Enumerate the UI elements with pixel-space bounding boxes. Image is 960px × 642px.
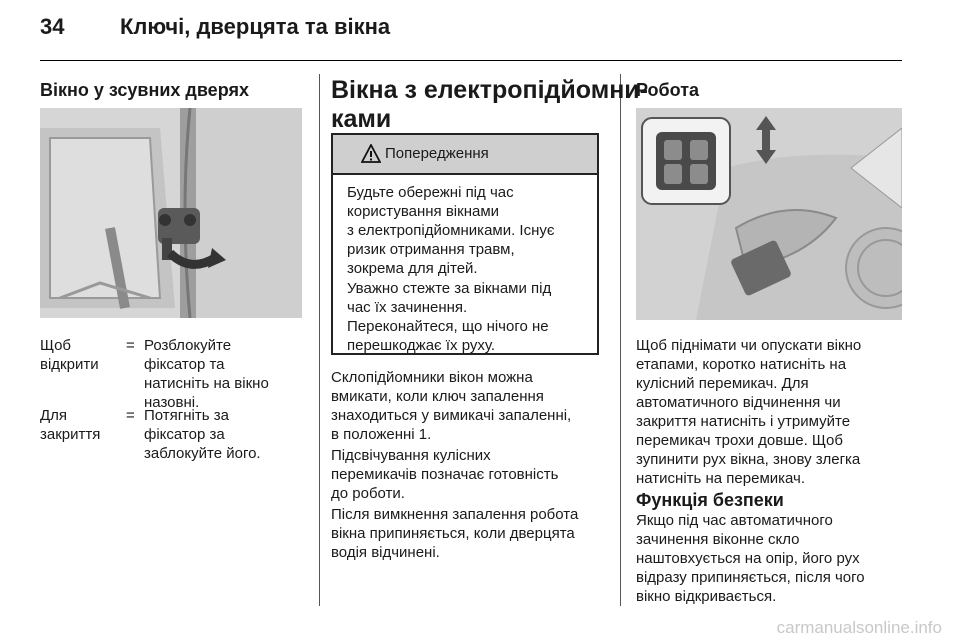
col2-paragraph-3: [331, 505, 578, 562]
page-title: Ключі, дверцята та вікна: [120, 14, 391, 39]
window-switch-illustration: [636, 108, 902, 320]
warning-line: перешкоджає їх руху.: [347, 337, 496, 354]
warning-line: Будьте обережні під час: [347, 184, 514, 201]
col2-paragraph-1: [331, 368, 571, 444]
row-close-label-line2: закриття: [40, 426, 101, 443]
row-close-label-line1: Для: [40, 407, 68, 424]
safety-function-title: Функція безпеки: [636, 490, 784, 510]
warning-header: [333, 135, 597, 175]
warning-paragraph-1: [347, 183, 555, 278]
warning-heading: Попередження: [385, 145, 489, 162]
warning-line: час їх зачинення.: [347, 299, 468, 316]
row-close-sep: =: [126, 407, 135, 424]
row-open-line: назовні.: [144, 394, 200, 411]
row-close-label: [40, 406, 100, 444]
row-close-line: Потягніть за: [144, 407, 229, 424]
warning-box: [331, 133, 599, 355]
col3-paragraph-1: [636, 336, 861, 488]
sliding-door-window-title: Вікно у зсувних дверях: [40, 80, 249, 100]
col2-paragraph-2: [331, 446, 558, 503]
text-line: відразу припиняється, після чого: [636, 569, 865, 586]
text-line: перемикачів позначає готовність: [331, 466, 559, 483]
row-open-sep: =: [126, 337, 135, 354]
column-divider-1: [319, 74, 320, 606]
power-windows-title-line2: ками: [331, 105, 392, 133]
text-line: в положенні 1.: [331, 426, 432, 443]
text-line: Якщо під час автоматичного: [636, 512, 833, 529]
text-line: вмикати, коли ключ запалення: [331, 388, 544, 405]
column-divider-2: [620, 74, 621, 606]
text-line: вікно відкривається.: [636, 588, 777, 605]
text-line: закриття натисніть і утримуйте: [636, 413, 851, 430]
warning-paragraph-2: [347, 279, 551, 355]
col3-paragraph-2: [636, 511, 865, 606]
row-open-line: натисніть на вікно: [144, 375, 269, 392]
warning-line: користування вікнами: [347, 203, 500, 220]
warning-line: ризик отримання травм,: [347, 241, 515, 258]
warning-line: Переконайтеся, що нічого не: [347, 318, 549, 335]
window-switch-image: [636, 108, 902, 320]
header-rule: [40, 60, 902, 61]
text-line: натисніть на перемикач.: [636, 470, 806, 487]
row-close-line: фіксатор за: [144, 426, 225, 443]
text-line: етапами, коротко натисніть на: [636, 356, 847, 373]
page-number: 34: [40, 14, 65, 39]
text-line: вікна припиняється, коли дверцята: [331, 525, 575, 542]
text-line: автоматичного відчинення чи: [636, 394, 841, 411]
text-line: Склопідйомники вікон можна: [331, 369, 533, 386]
warning-line: Уважно стежте за вікнами під: [347, 280, 552, 297]
door-latch-image: [40, 108, 302, 318]
row-open-line: Розблокуйте: [144, 337, 232, 354]
power-windows-title: [331, 76, 648, 134]
power-windows-title-line1: Вікна з електропідйомни-: [331, 76, 649, 104]
row-close-text: [144, 406, 261, 463]
warning-line: зокрема для дітей.: [347, 260, 478, 277]
text-line: водія відчинені.: [331, 544, 440, 561]
row-open-text: [144, 336, 269, 412]
text-line: Щоб піднімати чи опускати вікно: [636, 337, 862, 354]
text-line: Після вимкнення запалення робота: [331, 506, 579, 523]
warning-line: з електропідйомниками. Існує: [347, 222, 555, 239]
watermark: carmanualsonline.info: [776, 618, 942, 637]
text-line: кулісний перемикач. Для: [636, 375, 809, 392]
text-line: до роботи.: [331, 485, 405, 502]
door-latch-illustration: [40, 108, 302, 318]
warning-triangle-icon: [361, 144, 381, 164]
text-line: наштовхується на опір, його рух: [636, 550, 860, 567]
text-line: Підсвічування кулісних: [331, 447, 491, 464]
text-line: зупинити рух вікна, знову злегка: [636, 451, 861, 468]
row-open-label: [40, 336, 99, 374]
row-open-line: фіксатор та: [144, 356, 225, 373]
text-line: перемикач трохи довше. Щоб: [636, 432, 843, 449]
row-open-label-line1: Щоб: [40, 337, 71, 354]
operation-title: Робота: [636, 80, 700, 100]
row-open-label-line2: відкрити: [40, 356, 99, 373]
row-close-line: заблокуйте його.: [144, 445, 261, 462]
text-line: зачинення віконне скло: [636, 531, 800, 548]
text-line: знаходиться у вимикачі запаленні,: [331, 407, 572, 424]
